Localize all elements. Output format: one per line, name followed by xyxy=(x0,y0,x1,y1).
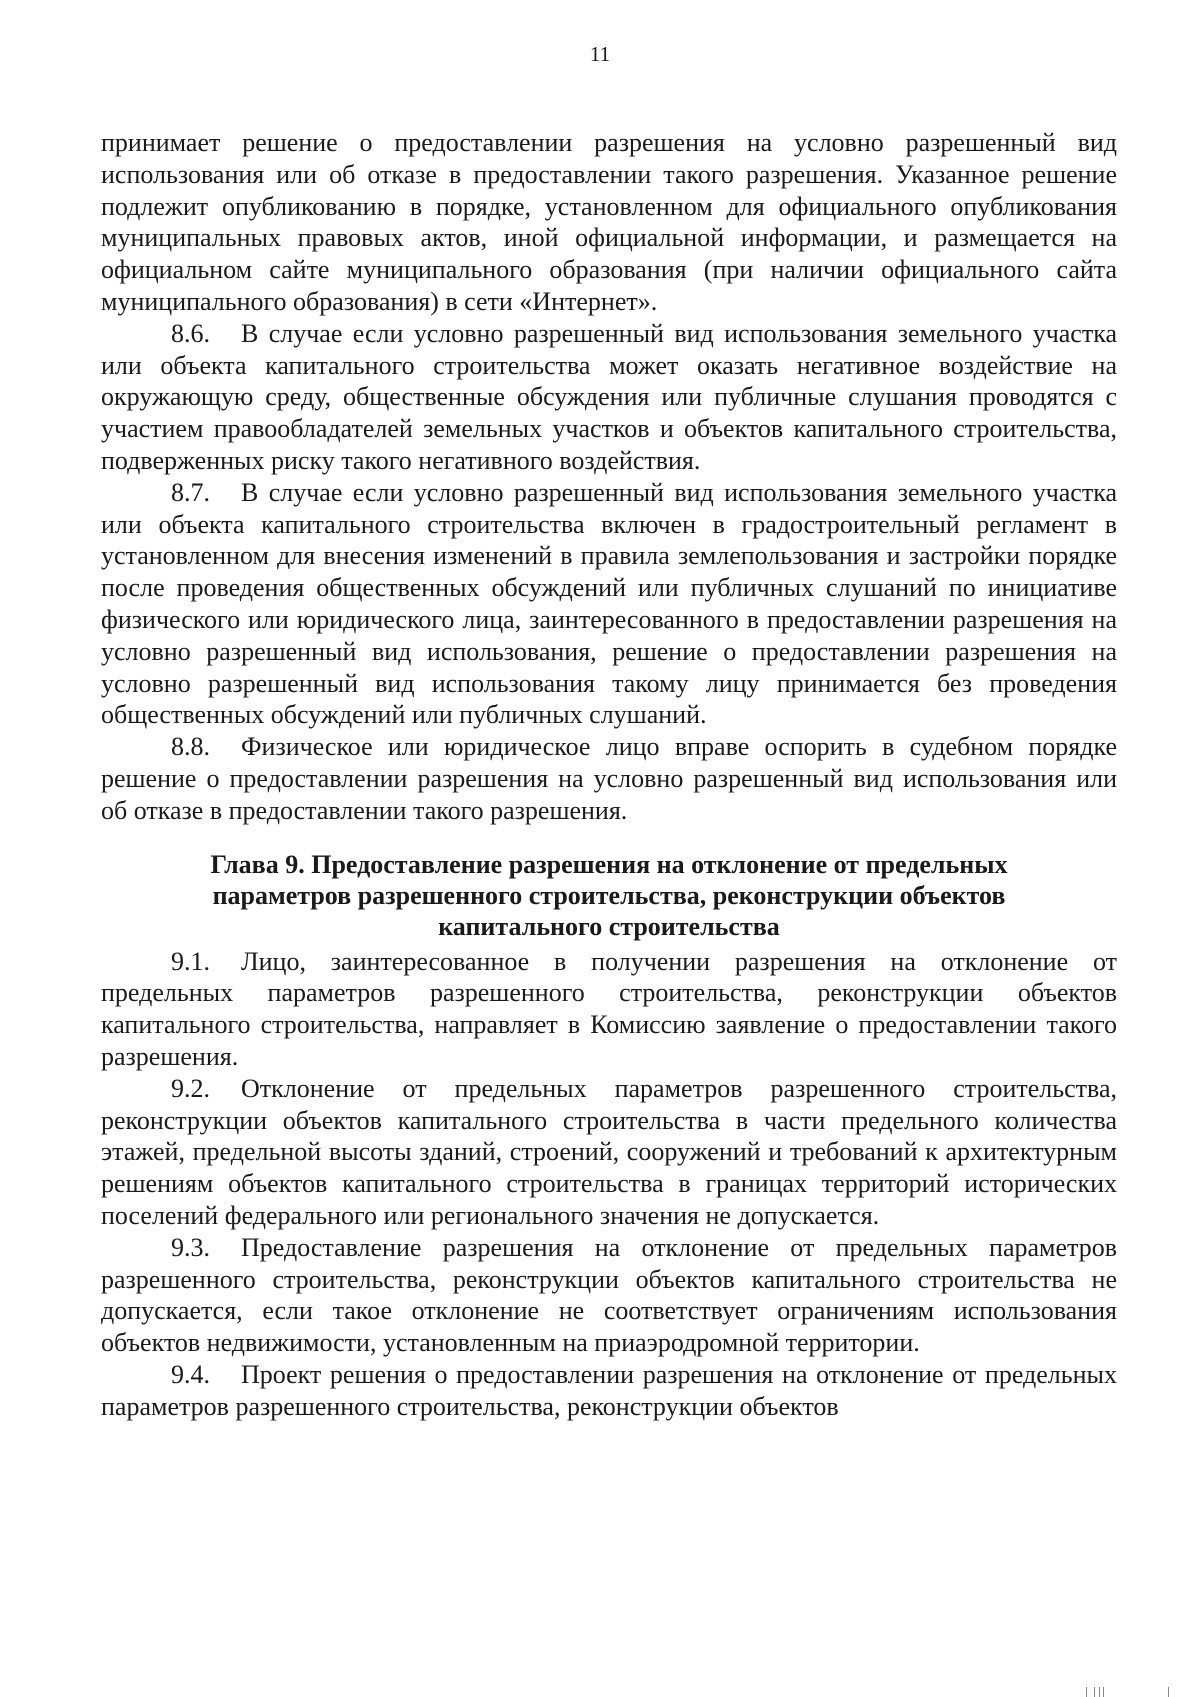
document-body xyxy=(101,127,1117,1422)
paragraph-text: Физическое или юридическое лицо вправе оспорить в судебном порядке решение о предоставлении разрешения на условно разрешенный вид использования или об отказе в предоставлении такого разрешения. xyxy=(101,732,1117,825)
paragraph-9-1 xyxy=(101,946,1117,1073)
scan-mark xyxy=(1103,1687,1104,1697)
paragraph-9-4 xyxy=(101,1359,1117,1423)
scan-mark xyxy=(1099,1687,1100,1697)
paragraph-8-6 xyxy=(101,318,1117,477)
paragraph-9-2 xyxy=(101,1073,1117,1232)
paragraph-number: 9.3. xyxy=(171,1232,210,1262)
scan-mark xyxy=(1094,1687,1095,1697)
scan-edge-marks xyxy=(1050,1681,1200,1697)
paragraph-text: В случае если условно разрешенный вид использования земельного участка или объекта капитального строительства включен в градостроительный регламент в установленном для внесения изменений в правила землепользования и застройки порядке после проведения общественных обсуждений или публичных слушаний по инициативе физического или юридического лица, заинтересованного в предоставлении разрешения на условно разрешенный вид использования, решение о предоставлении разрешения на условно разрешенный вид использования такому лицу принимается без проведения общественных обсуждений или публичных слушаний. xyxy=(101,477,1117,730)
paragraph-8-7 xyxy=(101,477,1117,731)
paragraph-text: Предоставление разрешения на отклонение от предельных параметров разрешенного строительства, реконструкции объектов капитального строительства не допускается, если такое отклонение не соответствует ограничениям использования объектов недвижимости, установленным на приаэродромной территории. xyxy=(101,1232,1117,1358)
paragraph-number: 8.7. xyxy=(171,477,210,507)
paragraph-8-8 xyxy=(101,731,1117,826)
paragraph-text: В случае если условно разрешенный вид использования земельного участка или объекта капитального строительства может оказать негативное воздействие на окружающую среду, общественные обсуждения или публичные слушания проводятся с участием правообладателей земельных участков и объектов капитального строительства, подверженных риску такого негативного воздействия. xyxy=(101,318,1117,475)
paragraph-text: Проект решения о предоставлении разрешения на отклонение от предельных параметров разрешенного строительства, реконструкции объектов xyxy=(101,1359,1117,1421)
paragraph-number: 8.8. xyxy=(171,732,210,762)
paragraph-number: 9.4. xyxy=(171,1359,210,1389)
scan-mark xyxy=(1086,1687,1087,1697)
paragraph-8-5-continuation: принимает решение о предоставлении разрешения на условно разрешенный вид использования или об отказе в предоставлении такого разрешения. Указанное решение подлежит опубликованию в порядке, установленном для официального опубликования муниципальных правовых актов, иной официальной информации, и размещается на официальном сайте муниципального образования (при наличии официального сайта муниципального образования) в сети «Интернет». xyxy=(101,128,1117,316)
heading-line-2: параметров разрешенного строительства, реконструкции объектов xyxy=(212,880,1006,910)
heading-line-1: Глава 9. Предоставление разрешения на отклонение от предельных xyxy=(210,849,1008,879)
paragraph-number: 8.6. xyxy=(171,318,210,348)
paragraph-text: Отклонение от предельных параметров разрешенного строительства, реконструкции объектов капитального строительства в части предельного количества этажей, предельной высоты зданий, строений, сооружений и требований к архитектурным решениям объектов капитального строительства в границах территорий исторических поселений федерального или регионального значения не допускается. xyxy=(101,1073,1117,1230)
heading-line-3: капитального строительства xyxy=(438,911,780,941)
chapter-9-heading xyxy=(101,849,1117,942)
paragraph-number: 9.2. xyxy=(171,1073,210,1103)
paragraph-number: 9.1. xyxy=(171,946,210,976)
scan-mark xyxy=(1168,1687,1169,1697)
page-number: 11 xyxy=(589,42,611,66)
paragraph-text: Лицо, заинтересованное в получении разрешения на отклонение от предельных параметров разрешенного строительства, реконструкции объектов капитального строительства, направляет в Комиссию заявление о предоставлении такого разрешения. xyxy=(101,946,1117,1071)
paragraph-9-3 xyxy=(101,1232,1117,1359)
